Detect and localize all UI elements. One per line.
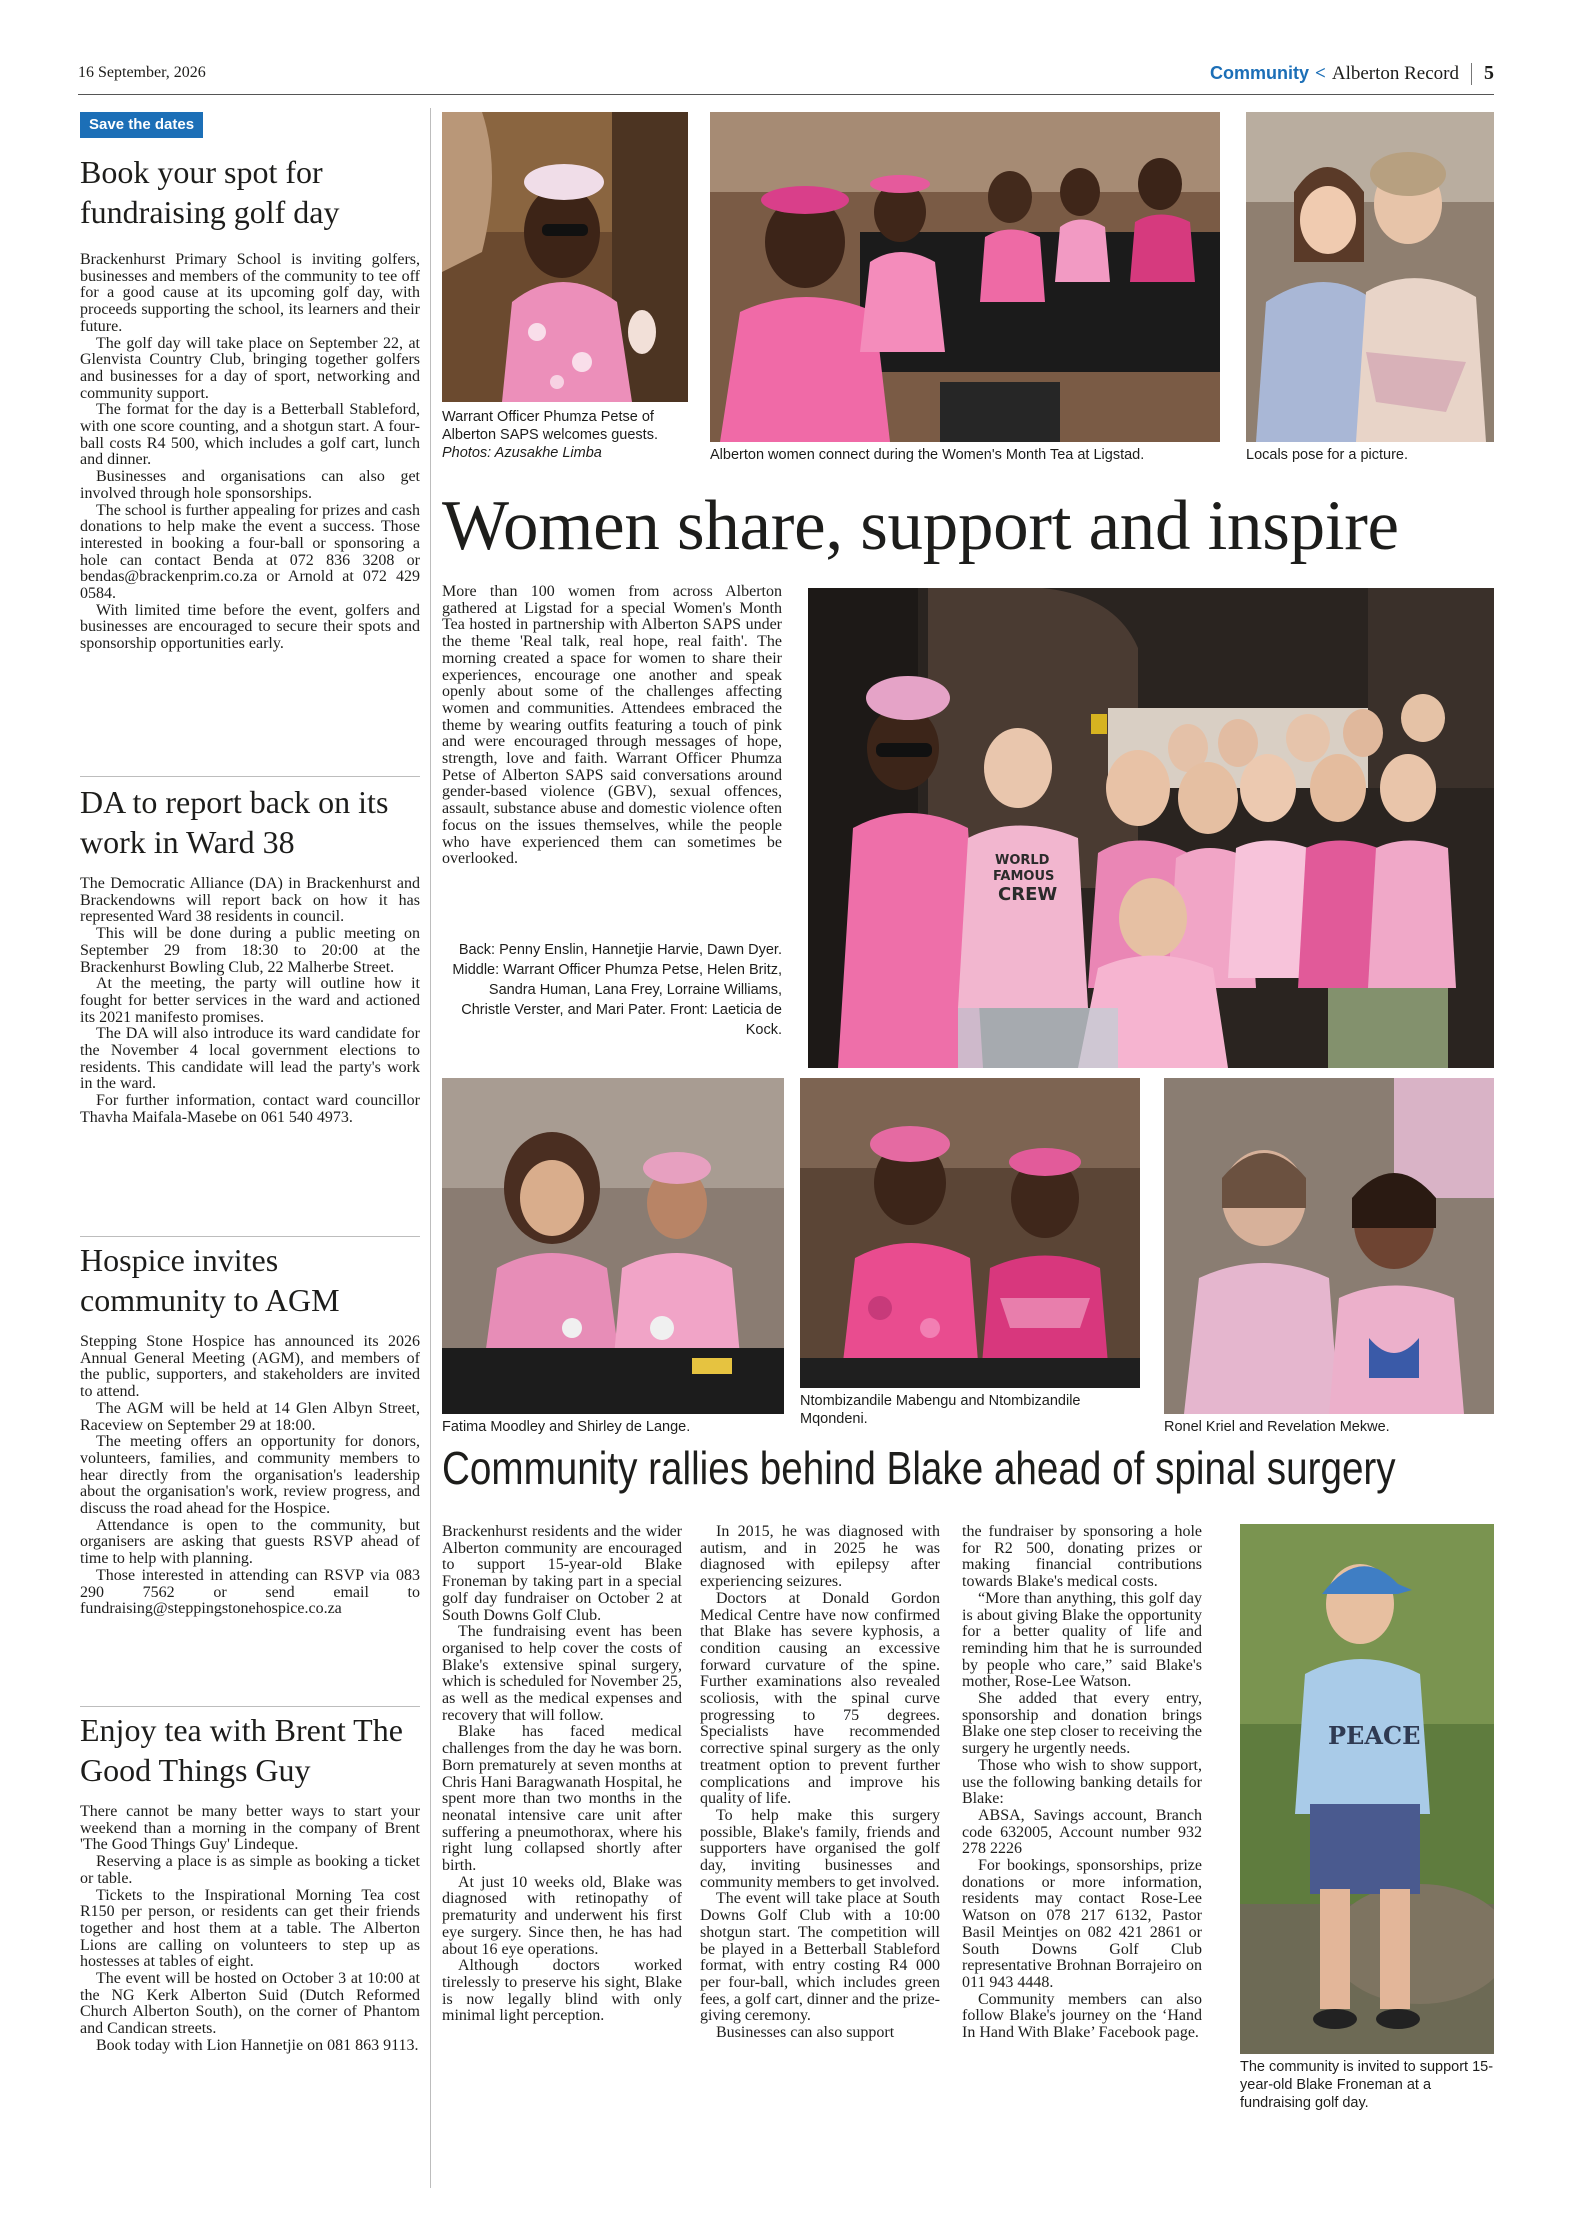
caption-moodley: Fatima Moodley and Shirley de Lange. bbox=[442, 1419, 691, 1435]
paragraph: The event will take place at South Downs Golf Club with a 10:00 shotgun start. The competition will be played in a Betterball Stableford format, with entry costing R4 000 per four-ball, which includes green fees, a golf cart, dinner and the prize-giving ceremony. bbox=[700, 1890, 940, 2025]
paragraph: Those who wish to show support, use the following banking details for Blake: bbox=[962, 1756, 1202, 1808]
header-rule bbox=[78, 94, 1494, 95]
paragraph: Businesses and organisations can also get involved through hole sponsorships. bbox=[80, 468, 420, 502]
paragraph: “More than anything, this golf day is about giving Blake the opportunity for a better quality of life and reminding him that he is surrounded by people who care,” said Blake's mother, Rose-Lee Watson. bbox=[962, 1589, 1202, 1691]
blake-column-2 bbox=[700, 1524, 940, 2042]
article-body bbox=[80, 252, 420, 653]
paragraph: Businesses can also support bbox=[716, 2024, 895, 2042]
headline-da-report: DA to report back on its work in Ward 38 bbox=[80, 784, 389, 860]
article-body bbox=[80, 1334, 420, 1618]
paragraph: For bookings, sponsorships, prize donations or more information, residents may contact Rose-Lee Watson on 078 217 6132, Pastor Basil Meintjes on 082 421 2861 or South Downs Golf Club representative Brohnan Borrajeiro on 011 943 4448. bbox=[962, 1857, 1202, 1991]
paragraph: The AGM will be held at 14 Glen Albyn Street, Raceview on September 29 at 18:00. bbox=[80, 1399, 420, 1434]
caption-blake: The community is invited to support 15-year-old Blake Froneman at a fundraising golf day. bbox=[1240, 2059, 1494, 2111]
paragraph: Blake has faced medical challenges from the day he was born. Born prematurely at seven months at Chris Hani Baragwanath Hospital, he spent more than two months in the neonatal intensive care unit after suffering a pneumothorax, where his right lung collapsed shortly after birth. bbox=[442, 1723, 682, 1875]
headline-golf-day: Book your spot for fundraising golf day bbox=[80, 154, 340, 230]
paragraph: To help make this surgery possible, Blake's family, friends and supporters have organised the golf day, inviting businesses and community members to get involved. bbox=[700, 1806, 940, 1891]
issue-date: 16 September, 2026 bbox=[78, 64, 206, 81]
paragraph: Brackenhurst Primary School is inviting golfers, businesses and members of the community to tee off for a good cause at its upcoming golf day, with proceeds supporting the school, its learners and their future. bbox=[80, 251, 420, 335]
paragraph: Book today with Lion Hannetjie on 081 863 9113. bbox=[96, 2036, 419, 2054]
headline-tea-brent: Enjoy tea with Brent The Good Things Guy bbox=[80, 1712, 403, 1788]
photo-credit: Photos: Azusakhe Limba bbox=[442, 445, 602, 461]
paragraph: Reserving a place is as simple as booking a ticket or table. bbox=[80, 1853, 420, 1887]
paragraph: She added that every entry, sponsorship and donation brings Blake one step closer to receiving the surgery he urgently needs. bbox=[962, 1690, 1202, 1758]
photo-moodley-delange bbox=[442, 1078, 784, 1414]
article-body-women bbox=[442, 584, 782, 868]
caption-kriel: Ronel Kriel and Revelation Mekwe. bbox=[1164, 1419, 1390, 1435]
section-separator: < bbox=[1315, 62, 1326, 84]
header-divider bbox=[1471, 63, 1472, 85]
headline-women-share: Women share, support and inspire bbox=[442, 487, 1399, 565]
section-name: Community bbox=[1210, 63, 1310, 83]
paragraph: The Democratic Alliance (DA) in Brackenhurst and Brackendowns will report back on how it has represented Ward 38 residents in council. bbox=[80, 875, 420, 926]
page-header bbox=[1210, 62, 1494, 85]
paragraph: Those interested in attending can RSVP via 083 290 7562 or send email to fundraising@steppingstonehospice.co.za bbox=[80, 1566, 420, 1618]
paragraph: Attendance is open to the community, but organisers are asking that guests RSVP ahead of time to help with planning. bbox=[80, 1516, 420, 1568]
blake-shirt-text: PEACE bbox=[1328, 1721, 1421, 1750]
photo-group bbox=[808, 588, 1494, 1068]
paragraph: The event will be hosted on October 3 at 10:00 at the NG Kerk Alberton Suid (Dutch Reformed Church Alberton South), on the corner of Phantom and Candican streets. bbox=[80, 1970, 420, 2038]
paragraph: The meeting offers an opportunity for donors, volunteers, families, and community members to hear directly from the organisation's leadership about the organisation's work, review progress, and discuss the road ahead for the Hospice. bbox=[80, 1433, 420, 1518]
article-body bbox=[80, 1804, 420, 2055]
paragraph: This will be done during a public meeting on September 29 from 18:30 to 20:00 at the Brackenhurst Bowling Club, 22 Malherbe Street. bbox=[80, 925, 420, 976]
svg-text:FAMOUS: FAMOUS bbox=[993, 869, 1055, 884]
paragraph: At just 10 weeks old, Blake was diagnosed with retinopathy of prematurity and underwent his first eye surgery. Since then, he has had about 16 eye operations. bbox=[442, 1873, 682, 1958]
photo-blake bbox=[1240, 1524, 1494, 2054]
paragraph: With limited time before the event, golfers and businesses are encouraged to secure their spots and sponsorship opportunities early. bbox=[80, 601, 420, 653]
photo-kriel-mekwe bbox=[1164, 1078, 1494, 1414]
caption-petse bbox=[442, 408, 688, 462]
photo-locals-pose bbox=[1246, 112, 1494, 442]
paragraph: The DA will also introduce its ward candidate for the November 4 local government elections to residents. This candidate will lead the party's work in the ward. bbox=[80, 1025, 420, 1093]
paragraph: At the meeting, the party will outline how it fought for better services in the ward and actioned its 2021 manifesto promises. bbox=[80, 975, 420, 1026]
article-tea-brent bbox=[80, 1710, 420, 2055]
paragraph: Tickets to the Inspirational Morning Tea cost R150 per person, or residents can get their friends together and host them at a table. The Alberton Lions are calling on volunteers to step up as hostesses at tables of eight. bbox=[80, 1886, 420, 1971]
paragraph: The school is further appealing for prizes and cash donations to help make the event a success. Those interested in booking a four-ball or sponsoring a hole can contact Benda at 072 836 3208 or bendas@brackenprim.co.za or Arnold at 072 429 0584. bbox=[80, 501, 420, 603]
paragraph: The golf day will take place on September 22, at Glenvista Country Club, bringing together golfers and businesses for a day of sport, networking and community support. bbox=[80, 334, 420, 402]
article-divider bbox=[80, 1706, 420, 1707]
blake-column-1 bbox=[442, 1524, 682, 2025]
save-the-dates-tag: Save the dates bbox=[80, 112, 203, 138]
caption-text: Warrant Officer Phumza Petse of Alberton SAPS welcomes guests. bbox=[442, 409, 658, 443]
paragraph: Doctors at Donald Gordon Medical Centre have now confirmed that Blake has severe kyphosis, a condition causing an excessive forward curvature of the spine. Further examinations also revealed scoliosis, with the spinal curve progressing to 75 degrees. Specialists have recommended corrective spinal surgery as the only treatment option to prevent further complications and improve his quality of life. bbox=[700, 1589, 940, 1808]
photo-women-connect bbox=[710, 112, 1220, 442]
paragraph: Although doctors worked tirelessly to preserve his sight, Blake is now legally blind with only minimal light perception. bbox=[442, 1957, 682, 2025]
paper-name: Alberton Record bbox=[1331, 62, 1459, 84]
caption-group-photo: Back: Penny Enslin, Hannetjie Harvie, Dawn Dyer. Middle: Warrant Officer Phumza Petse, Helen Britz, Sandra Human, Lana Frey, Lorraine Williams, Christle Verster, and Mari Pater. Front: Laeticia de Kock. bbox=[452, 942, 782, 1038]
blake-column-3 bbox=[962, 1524, 1202, 2042]
paragraph: There cannot be many better ways to start your weekend than a morning in the company of Brent 'The Good Things Guy' Lindeque. bbox=[80, 1803, 420, 1854]
article-divider bbox=[80, 1236, 420, 1237]
svg-text:CREW: CREW bbox=[998, 884, 1058, 905]
paragraph: ABSA, Savings account, Branch code 632005, Account number 932 278 2226 bbox=[962, 1806, 1202, 1858]
article-da-report bbox=[80, 782, 420, 1127]
caption-mabengu: Ntombizandile Mabengu and Ntombizandile Mqondeni. bbox=[800, 1393, 1081, 1427]
paragraph: For further information, contact ward councillor Thavha Maifala-Masebe on 061 540 4973. bbox=[80, 1092, 420, 1126]
headline-blake: Community rallies behind Blake ahead of spinal surgery bbox=[442, 1442, 1396, 1494]
article-body bbox=[80, 876, 420, 1127]
photo-petse-welcome bbox=[442, 112, 688, 402]
paragraph: Brackenhurst residents and the wider Alberton community are encouraged to support 15-year-old Blake Froneman by taking part in a special golf day fundraiser on October 2 at South Downs Golf Club. bbox=[442, 1523, 682, 1624]
paragraph: In 2015, he was diagnosed with autism, and in 2025 he was diagnosed with epilepsy after experiencing seizures. bbox=[700, 1523, 940, 1591]
paragraph: The format for the day is a Betterball Stableford, with one score counting, and a shotgun start. A four-ball costs R4 500, which includes a golf cart, lunch and dinner. bbox=[80, 401, 420, 469]
paragraph: Community members can also follow Blake's journey on the ‘Hand In Hand With Blake’ Facebook page. bbox=[962, 1990, 1202, 2042]
caption-women-connect: Alberton women connect during the Women's Month Tea at Ligstad. bbox=[710, 447, 1145, 463]
caption-locals: Locals pose for a picture. bbox=[1246, 447, 1409, 463]
paragraph: More than 100 women from across Alberton gathered at Ligstad for a special Women's Month Tea hosted in partnership with Alberton SAPS under the theme 'Real talk, real hope, real faith'. The morning created a space for women to share their experiences, encourage one another and speak openly about some of the challenges affecting women and communities. Attendees embraced the theme by wearing outfits featuring a touch of pink and were encouraged through messages of hope, strength, love and faith. Warrant Officer Phumza Petse of Alberton SAPS said conversations around gender-based violence (GBV), sexual offences, assault, substance abuse and domestic violence often focus on the issues themselves, while the people who have experienced them can sometimes be overlooked. bbox=[442, 583, 782, 868]
article-hospice-agm bbox=[80, 1240, 420, 1618]
paragraph: the fundraiser by sponsoring a hole for R2 500, donating prizes or making financial contributions towards Blake's medical costs. bbox=[962, 1523, 1202, 1591]
column-rule bbox=[430, 108, 431, 2188]
paragraph: Stepping Stone Hospice has announced its 2026 Annual General Meeting (AGM), and members of the public, supporters, and stakeholders are invited to attend. bbox=[80, 1333, 420, 1401]
paragraph: The fundraising event has been organised to help cover the costs of Blake's extensive spinal surgery, which is scheduled for November 25, as well as the medical expenses and recovery that will follow. bbox=[442, 1623, 682, 1724]
page-number: 5 bbox=[1484, 62, 1494, 84]
photo-mabengu-mqondeni bbox=[800, 1078, 1140, 1388]
headline-hospice: Hospice invites community to AGM bbox=[80, 1242, 340, 1318]
article-golf-day bbox=[80, 152, 420, 653]
article-divider bbox=[80, 776, 420, 777]
svg-text:WORLD: WORLD bbox=[995, 853, 1050, 868]
